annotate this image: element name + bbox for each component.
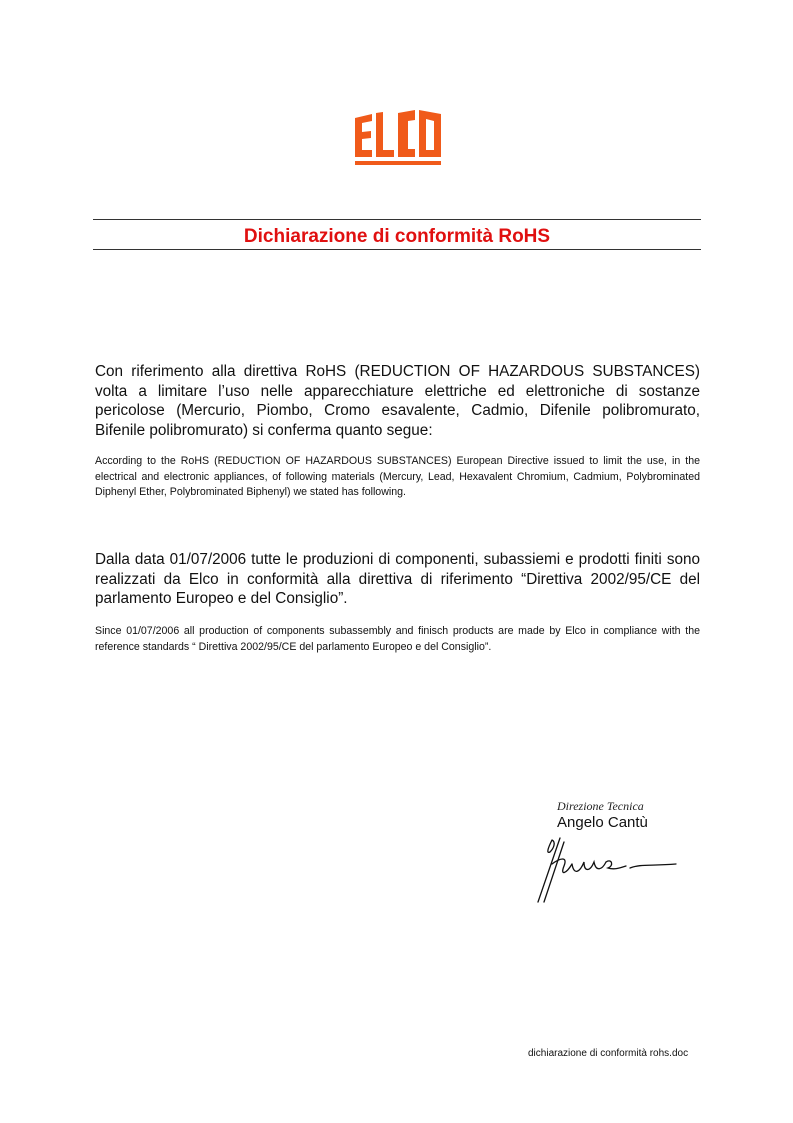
top-divider xyxy=(93,219,701,220)
signature-image xyxy=(530,836,680,906)
signatory-role: Direzione Tecnica xyxy=(557,799,644,813)
bottom-divider xyxy=(93,249,701,250)
signatory-name: Angelo Cantù xyxy=(557,814,648,831)
elco-logo xyxy=(353,110,443,168)
paragraph-english-2: Since 01/07/2006 all production of components subassembly and finisch products are made by Elco in compliance with the reference standards “ Direttiva 2002/95/CE del parlamento Europeo e del Consiglio”. xyxy=(95,625,700,653)
paragraph-english-1: According to the RoHS (REDUCTION OF HAZARDOUS SUBSTANCES) European Directive issued to limit the use, in the electrical and electronic appliances, of following materials (Mercury, Lead, Hexavalent Chromium, Cadmium, Polybrominated Diphenyl Ether, Polybrominated Biphenyl) we stated has following. xyxy=(95,455,700,498)
document-title: Dichiarazione di conformità RoHS xyxy=(243,226,551,247)
paragraph-italian-1: Con riferimento alla direttiva RoHS (REDUCTION OF HAZARDOUS SUBSTANCES) volta a limitare l’uso nelle apparecchiature elettriche ed elettroniche di sostanze pericolose (Mercurio, Piombo, Cromo esavalente, Cadmio, Difenile polibromurato, Bifenile polibromurato) si conferma quanto segue: xyxy=(95,363,700,439)
paragraph-italian-2: Dalla data 01/07/2006 tutte le produzioni di componenti, subassiemi e prodotti finiti sono realizzati da Elco in conformità alla direttiva di riferimento “Direttiva 2002/95/CE del parlamento Europeo e del Consiglio”. xyxy=(95,551,700,607)
footer-filename: dichiarazione di conformità rohs.doc xyxy=(528,1048,689,1059)
